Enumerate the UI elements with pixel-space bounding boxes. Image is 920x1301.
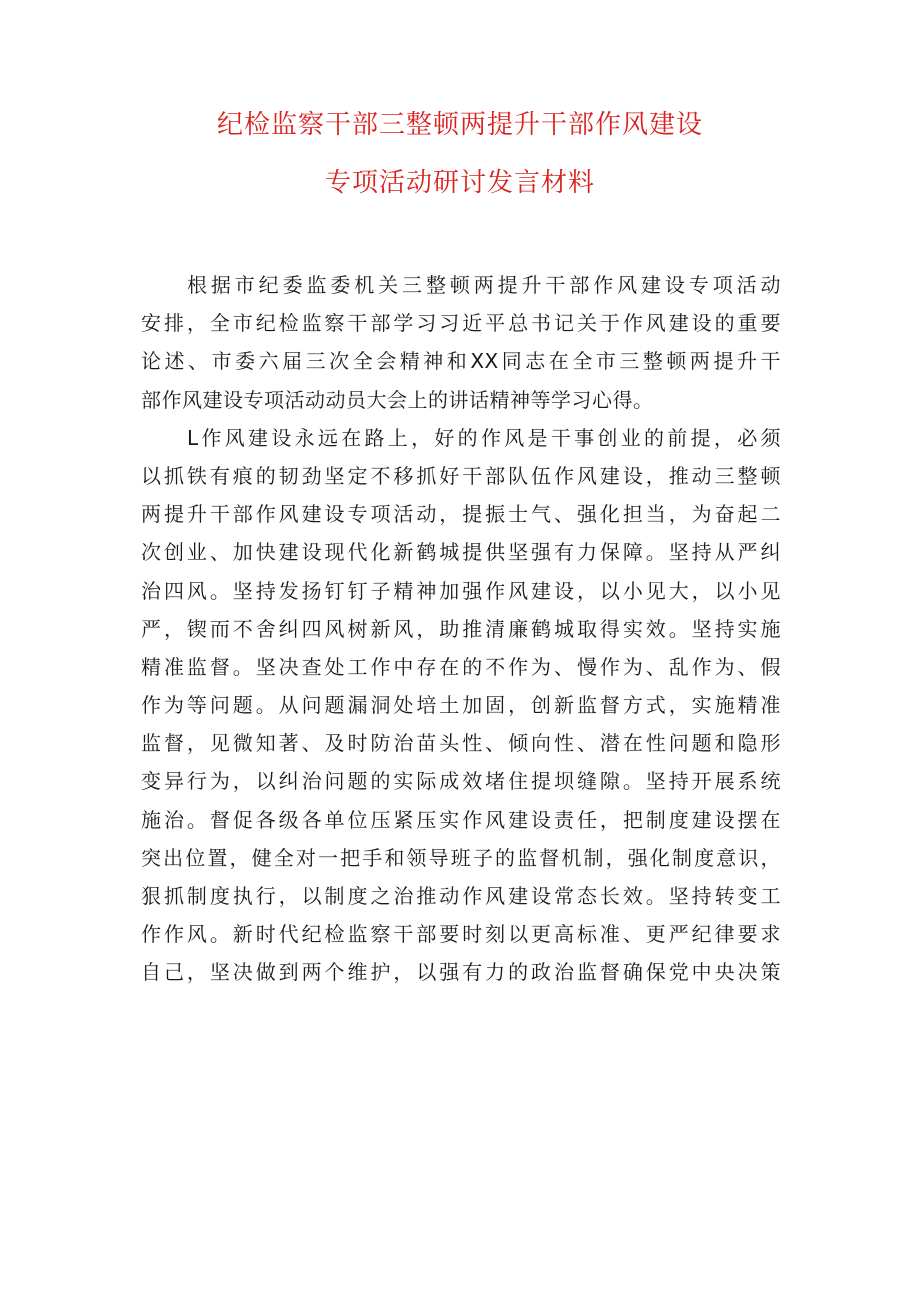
text-line: 两提升干部作风建设专项活动，提振士气、强化担当，为奋起二 [141,502,781,527]
text-line: 狠抓制度执行，以制度之治推动作风建设常态长效。坚持转变工 [141,884,781,908]
text-line: 次创业、加快建设现代化新鹤城提供坚强有力保障。坚持从严纠 [141,540,781,565]
text-line: 严，锲而不舍纠四风树新风，助推清廉鹤城取得实效。坚持实施 [141,616,781,641]
paragraph-2 [141,419,781,992]
text-line: 自己，坚决做到两个维护，以强有力的政治监督确保党中央决策 [141,960,781,985]
text-line: L作风建设永远在路上，好的作风是干事创业的前提，必须 [187,425,781,450]
text-line: 监督，见微知著、及时防治苗头性、倾向性、潜在性问题和隐形 [141,731,781,756]
text-line: 治四风。坚持发扬钉钉子精神加强作风建设，以小见大，以小见 [141,578,781,603]
text-line: 安排，全市纪检监察干部学习习近平总书记关于作风建设的重要 [141,311,781,336]
text-line: 以抓铁有痕的韧劲坚定不移抓好干部队伍作风建设，推动三整顿 [141,463,781,488]
text-line: 论述、市委六届三次全会精神和XX同志在全市三整顿两提升干 [141,349,781,374]
title-line-1: 纪检监察干部三整顿两提升干部作风建设 [216,110,703,140]
document-body [141,266,781,992]
text-line: 根据市纪委监委机关三整顿两提升干部作风建设专项活动 [187,273,781,297]
text-line: 施治。督促各级各单位压紧压实作风建设责任，把制度建设摆在 [141,807,781,832]
document-title [0,108,920,200]
text-line: 变异行为，以纠治问题的实际成效堵住提坝缝隙。坚持开展系统 [141,769,781,794]
text-line: 作作风。新时代纪检监察干部要时刻以更高标准、更严纪律要求 [141,922,781,947]
paragraph-1 [141,266,781,419]
text-line: 作为等问题。从问题漏洞处培土加固，创新监督方式，实施精准 [141,693,781,718]
title-line-2: 专项活动研讨发言材料 [324,168,595,198]
text-line: 部作风建设专项活动动员大会上的讲话精神等学习心得。 [141,387,654,412]
text-line: 突出位置，健全对一把手和领导班子的监督机制，强化制度意识， [141,845,781,870]
text-line: 精准监督。坚决查处工作中存在的不作为、慢作为、乱作为、假 [141,654,781,679]
